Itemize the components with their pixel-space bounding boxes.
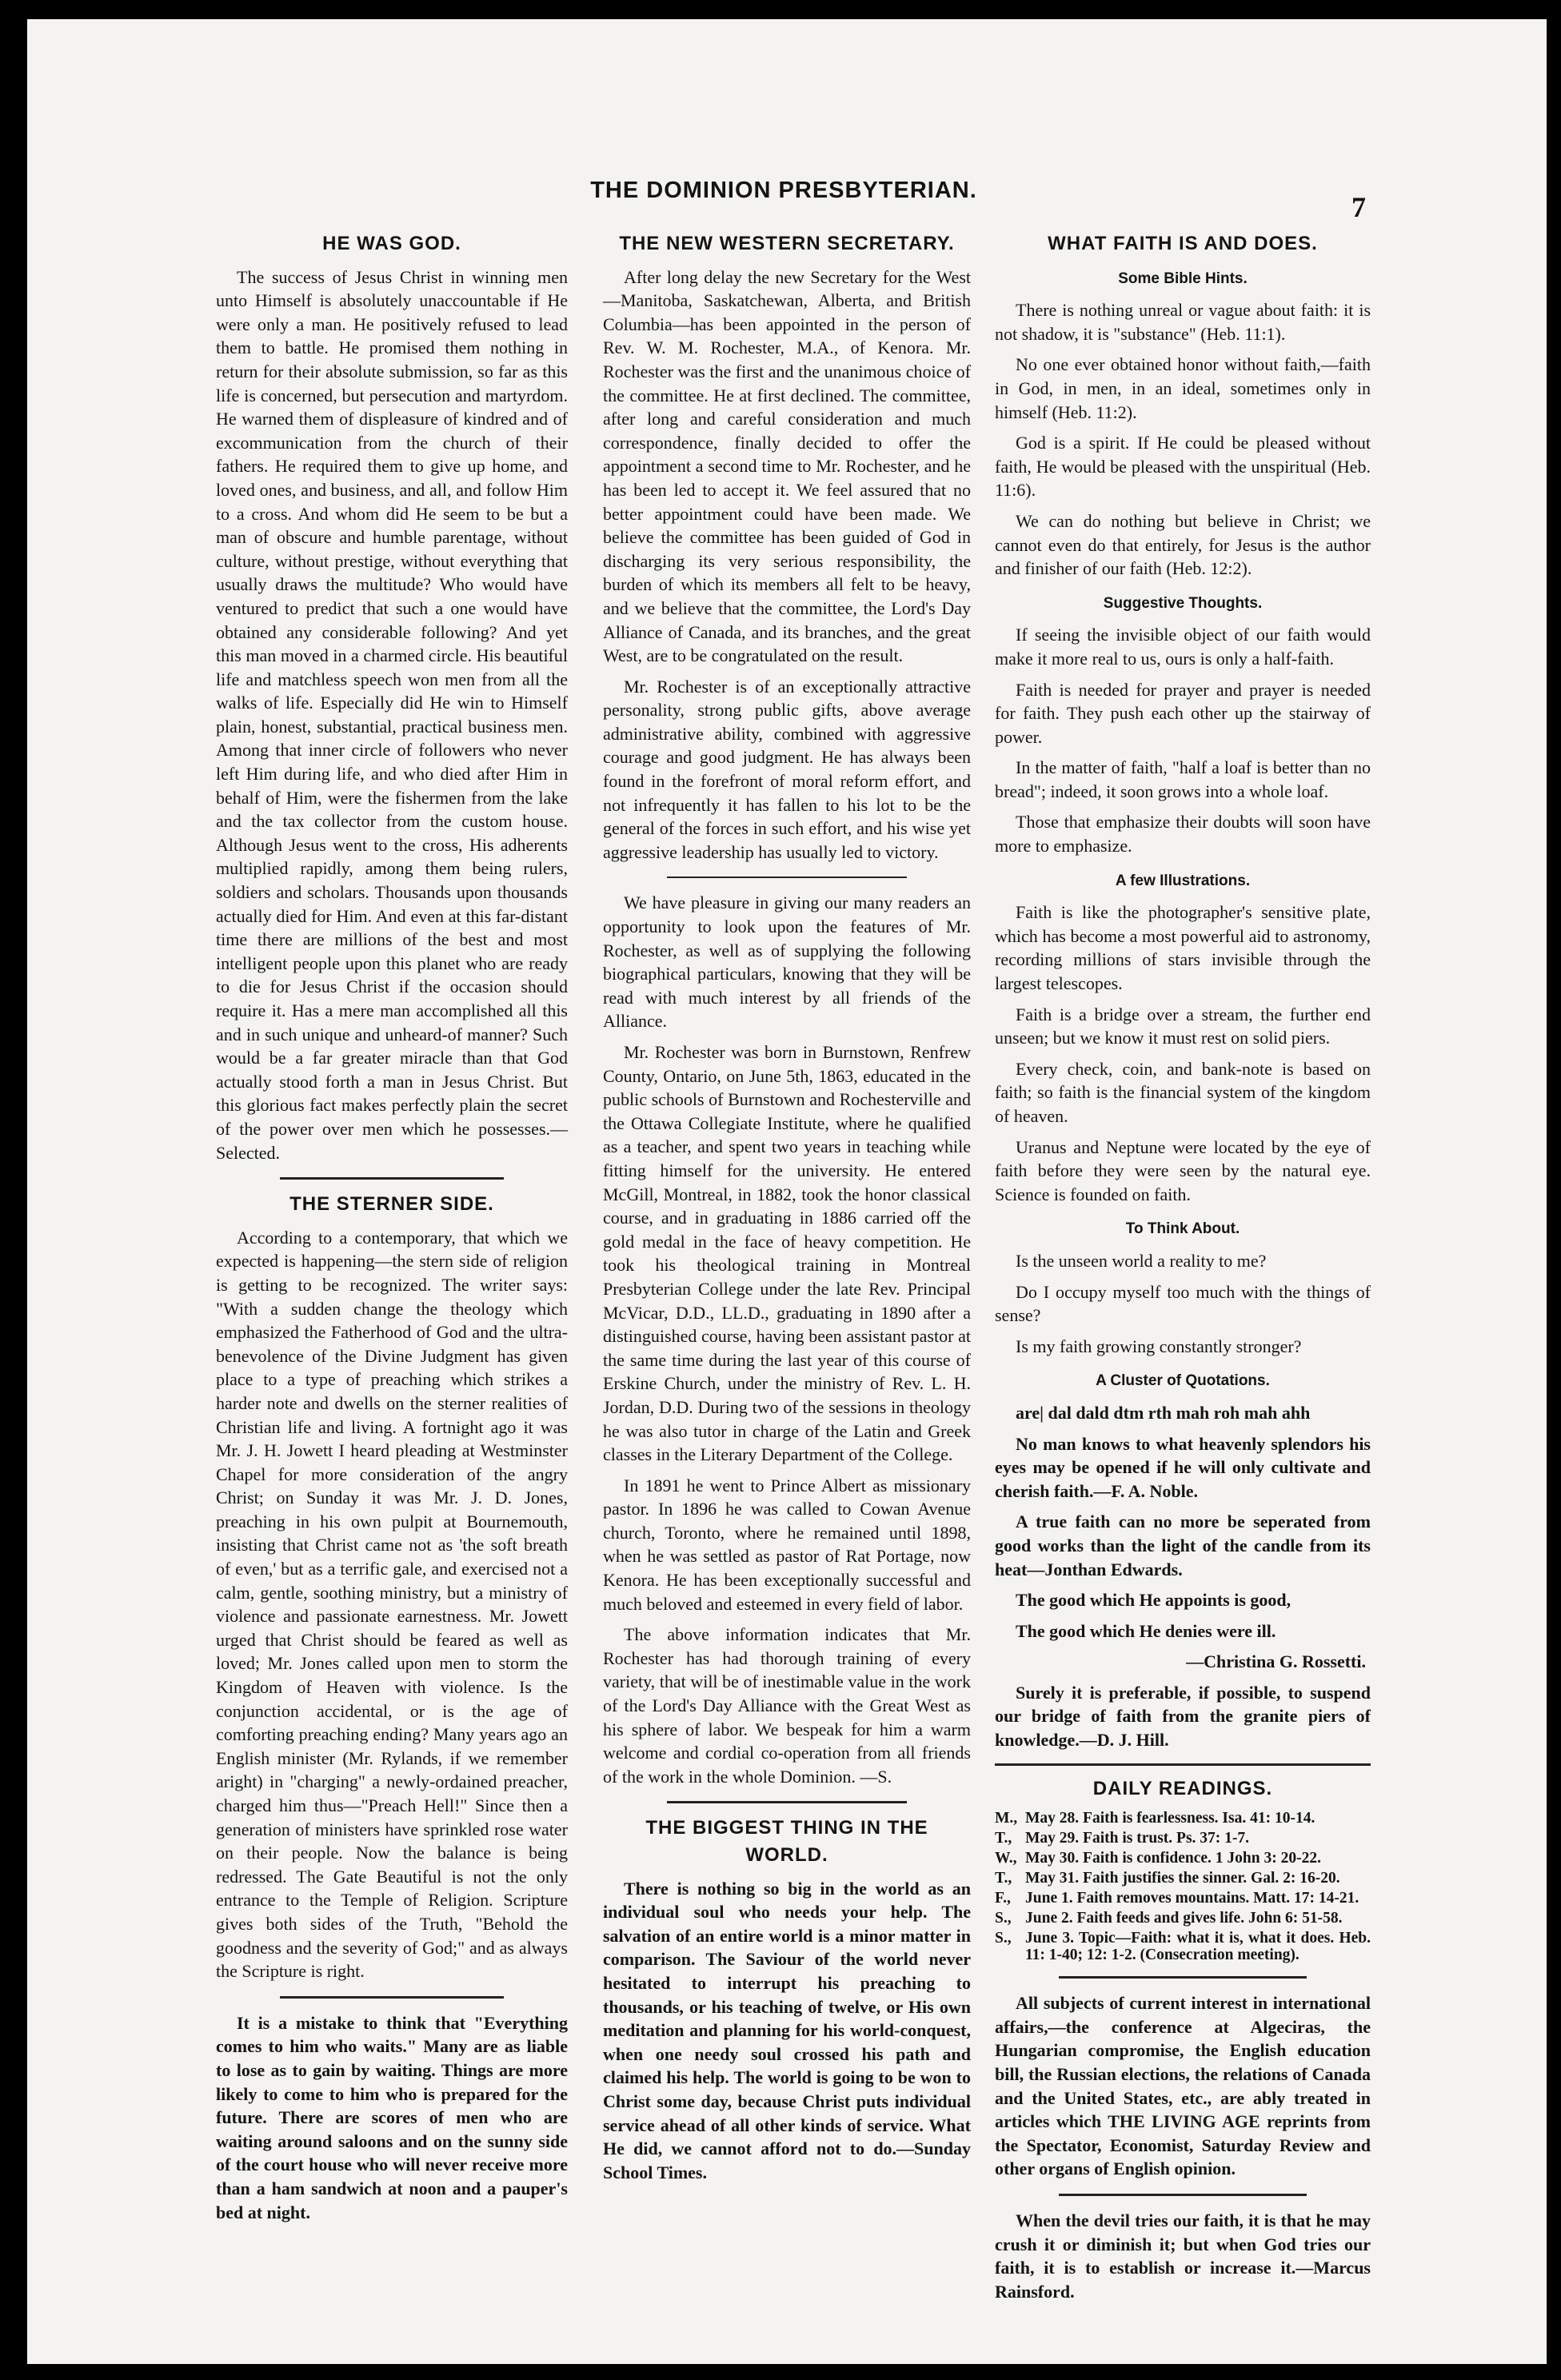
paragraph: A true faith can no more be seperated from good works than the light of the candle from its heat—Jonthan Edwards. xyxy=(995,1511,1371,1579)
paragraph: In 1891 he went to Prince Albert as missionary pastor. In 1896 he was called to Cowan Avenue church, Toronto, where he remained until 1898, when he was settled as pastor of Rat Portage, now Kenora. He has been exceptionally successful and much beloved and esteemed in every field of labor. xyxy=(603,1475,971,1614)
reading-text: June 1. Faith removes mountains. Matt. 17: 14-21. xyxy=(1025,1890,1359,1907)
paragraph: After long delay the new Secretary for the West—Manitoba, Saskatchewan, Alberta, and British Columbia—has been appointed in the person of Rev. W. M. Rochester, M.A., of Kenora. Mr. Rochester was the first and the unanimous choice of the committee. He at first declined. The committee, after long and careful consideration and much correspondence, finally decided to offer the appointment a second time to Mr. Rochester, and he has been led to accept it. We feel assured that no better appointment could have been made. We believe the committee has been guided of God in discharging its very serious responsibility, the burden of which its members all felt to be heavy, and we believe that the committee, the Lord's Day Alliance of Canada, and its branches, and the great West, are to be congratulated on the result. xyxy=(603,266,971,666)
paragraph: Faith is needed for prayer and prayer is needed for faith. They push each other up the stairway of power. xyxy=(995,679,1371,747)
reading-row xyxy=(995,1910,1371,1927)
daily-readings-list xyxy=(995,1810,1371,1963)
poem-line: The good which He appoints is good, xyxy=(1016,1590,1292,1611)
paragraph: The above information indicates that Mr. Rochester has had thorough training of every variety, that will be of inestimable value in the work of the Lord's Day Alliance with the Great West as his sphere of labor. We bespeak for him a warm welcome and cordial co-operation from all friends of the work in the whole Dominion. —S. xyxy=(603,1624,971,1787)
reading-day: T., xyxy=(995,1830,1012,1847)
reading-text: June 2. Faith feeds and gives life. John 6: 51-58. xyxy=(1025,1910,1343,1927)
paragraph: In the matter of faith, "half a loaf is better than no bread"; indeed, it soon grows into a whole loaf. xyxy=(995,757,1371,801)
article-biggest-thing: There is nothing so big in the world as an individual soul who needs your help. The salvation of an entire world is a minor matter in comparison. The Saviour of the world never hesitated to interrupt his preaching to thousands, or his teaching of twelve, or His own meditation and planning for his world-conquest, when one needy soul crossed his path and claimed his help. The world is going to be won to Christ some day, because Christ puts individual service ahead of all other kinds of service. What He did, we cannot afford not to do.—Sunday School Times. xyxy=(603,1878,971,2182)
reading-row xyxy=(995,1810,1371,1827)
reading-row xyxy=(995,1930,1371,1963)
article-he-was-god: The success of Jesus Christ in winning men unto Himself is absolutely unaccountable if He were only a man. He positively refused to lead them to battle. He promised them nothing in return for their absolute submission, so far as this life is concerned, but persecution and martyrdom. He warned them of displeasure of kindred and of excommunication from the church of their fathers. He required them to give up home, and loved ones, and business, and all, and follow Him to a cross. And whom did He seem to be but a man of obscure and humble parentage, without culture, without prestige, without everything that usually draws the multitude? Who would have ventured to predict that such a one would have obtained any considerable following? And yet this man moved in a charmed circle. His beautiful life and matchless speech won men from all the walks of life. Especially did He win to Himself plain, honest, substantial, practical business men. Among that inner circle of followers who never left Him during life, and who died after Him in behalf of Him, were the fishermen from the lake and the tax collector from the custom house. Although Jesus went to the cross, His adherents multiplied rapidly, among them being rulers, soldiers and scholars. Thousands upon thousands actually died for Him. And even at this far-distant time there are millions of the best and most intelligent people upon this planet who are ready to die for Jesus Christ if the occasion should require it. Has a mere man accomplished all this and in such unique and unheard-of manner? Such would be a far greater miracle than that God actually stood forth a man in Jesus Christ. But this glorious fact makes perfectly plain the secret of the power over men which he possesses.—Selected. xyxy=(216,266,568,1163)
paragraph: Mr. Rochester was born in Burnstown, Renfrew County, Ontario, on June 5th, 1863, educated in the public schools of Burnstown and Rochesterville and the Ottawa Collegiate Institute, where he qualified as a teacher, and spent two years in teaching while fitting himself for the university. He entered McGill, Montreal, in 1882, took the honor classical course, and in graduating in 1886 carried off the gold medal in the face of heavy competition. He took his theological training in Montreal Presbyterian College under the late Rev. Principal McVicar, D.D., LL.D., graduating in 1890 after a distinguished course, having been assistant pastor at the same time during the last year of this course of Erskine Church, under the ministry of Rev. L. H. Jordan, D.D. During two of the sessions in theology he was also tutor in charge of the Latin and Greek classes in the Literary Department of the College. xyxy=(603,1042,971,1465)
poem-attribution: —Christina G. Rossetti. xyxy=(1186,1651,1366,1672)
paragraph: Uranus and Neptune were located by the eye of faith before they were seen by the natural eye. Science is founded on faith. xyxy=(995,1136,1371,1204)
subhead-quotations: A Cluster of Quotations. xyxy=(1096,1372,1270,1390)
reading-row xyxy=(995,1870,1371,1887)
article-title-western-secretary: THE NEW WESTERN SECRETARY. xyxy=(619,233,955,254)
article-title-he-was-god: HE WAS GOD. xyxy=(322,233,461,254)
divider xyxy=(995,1763,1371,1766)
paragraph: There is nothing unreal or vague about faith: it is not shadow, it is "substance" (Heb. 11:1). xyxy=(995,300,1371,344)
paragraph: Faith is like the photographer's sensitive plate, which has become a most powerful aid to astronomy, recording millions of stars invisible through the largest telescopes. xyxy=(995,902,1371,994)
paragraph-devil-faith: When the devil tries our faith, it is that he may crush it or diminish it; but when God tries our faith, it is to establish or increase it.—Marcus Rainsford. xyxy=(995,2210,1371,2302)
poem-line: The good which He denies were ill. xyxy=(1016,1620,1276,1641)
reading-day: W., xyxy=(995,1850,1017,1867)
article-title-biggest-thing-line1: THE BIGGEST THING IN THE xyxy=(645,1817,928,1839)
divider xyxy=(667,1801,907,1803)
paragraph: Do I occupy myself too much with the things of sense? xyxy=(995,1281,1371,1326)
reading-row xyxy=(995,1890,1371,1907)
paragraph: Is my faith growing constantly stronger? xyxy=(1016,1336,1302,1356)
paragraph: No one ever obtained honor without faith,—faith in God, in men, in an ideal, sometimes only in himself (Heb. 11:2). xyxy=(995,354,1371,422)
article-sterner-side: According to a contemporary, that which we expected is happening—the stern side of religion is getting to be recognized. The writer says: "With a sudden change the theology which emphasized the Fatherhood of God and the ultra-benevolence of the Divine Judgment has given place to a type of preaching which strikes a harder note and dwells on the sterner realities of Christian life and living. A fortnight ago it was Mr. J. H. Jowett I heard pleading at Westminster Chapel for more consideration of the angry Christ; on Sunday it was Mr. J. D. Jones, preaching in his own pulpit at Bournemouth, insisting that Christ came not as 'the soft breath of even,' but as a terrific gale, and exercised not a calm, gentle, soothing ministry, but a ministry of violence and passionate earnestness. Mr. Jowett urged that Christ should be feared as well as loved; Mr. Jones called upon men to storm the Kingdom of Heaven with violence. Is the conjunction accidental, or is the age of comforting preaching ending? Many years ago an English minister (Mr. Rylands, if we remember aright) in "charging" a newly-ordained preacher, charged him thus—"Preach Hell!" Since then a generation of ministers have sprinkled rose water on their people. Now the balance is being redressed. The Gate Beautiful is not the only entrance to the Temple of Religion. Scripture gives both sides of the Truth, "Behold the goodness and the severity of God;" and as always the Scripture is right. xyxy=(216,1227,568,1982)
article-title-biggest-thing-line2: WORLD. xyxy=(745,1844,828,1866)
reading-text: May 28. Faith is fearlessness. Isa. 41: 10-14. xyxy=(1025,1810,1315,1827)
column-left xyxy=(216,221,568,2231)
paragraph: Mr. Rochester is of an exceptionally attractive personality, strong public gifts, above average administrative ability, combined with aggressive courage and good judgment. He has always been found in the forefront of moral reform effort, and not infrequently it has fallen to his lot to be the general of the forces in such effort, and his wise yet aggressive leadership has usually led to victory. xyxy=(603,676,971,862)
reading-day: M., xyxy=(995,1810,1018,1827)
article-title-sterner-side: THE STERNER SIDE. xyxy=(289,1193,494,1216)
reading-text: May 29. Faith is trust. Ps. 37: 1-7. xyxy=(1025,1830,1250,1847)
column-right xyxy=(995,221,1371,2310)
paragraph: No man knows to what heavenly splendors his eyes may be opened if he will only cultivate and cherish faith.—F. A. Noble. xyxy=(995,1433,1371,1501)
paragraph: Is the unseen world a reality to me? xyxy=(1016,1250,1267,1271)
divider xyxy=(280,1177,504,1180)
reading-row xyxy=(995,1830,1371,1847)
reading-day: T., xyxy=(995,1870,1012,1887)
reading-text: June 3. Topic—Faith: what it is, what it does. Heb. 11: 1-40; 12: 1-2. (Consecration meeting). xyxy=(1025,1930,1371,1964)
divider xyxy=(1059,2194,1307,2196)
paragraph: Faith is a bridge over a stream, the further end unseen; but we know it must rest on solid piers. xyxy=(995,1004,1371,1048)
page-number: 7 xyxy=(1351,191,1366,223)
paragraph: Every check, coin, and bank-note is based on faith; so faith is the financial system of the kingdom of heaven. xyxy=(995,1058,1371,1126)
paragraph: Surely it is preferable, if possible, to suspend our bridge of faith from the granite piers of knowledge.—D. J. Hill. xyxy=(995,1682,1371,1751)
masthead: THE DOMINION PRESBYTERIAN. xyxy=(590,178,977,203)
subhead-illustrations: A few Illustrations. xyxy=(1115,872,1251,889)
paragraph: If seeing the invisible object of our faith would make it more real to us, ours is only a half-faith. xyxy=(995,625,1371,669)
reading-row xyxy=(995,1850,1371,1867)
subhead-bible-hints: Some Bible Hints. xyxy=(1118,270,1248,287)
reading-text: May 30. Faith is confidence. 1 John 3: 20-22. xyxy=(1025,1850,1321,1867)
divider xyxy=(667,877,907,878)
divider xyxy=(1059,1976,1307,1979)
subhead-think-about: To Think About. xyxy=(1125,1220,1240,1238)
daily-readings-title: DAILY READINGS. xyxy=(1092,1777,1273,1799)
paragraph-living-age: All subjects of current interest in international affairs,—the conference at Algeciras, the Hungarian compromise, the English education bill, the Russian elections, the relations of Canada and the United States, etc., are ably treated in articles which THE LIVING AGE reprints from the Spectator, Economist, Saturday Review and other organs of English opinion. xyxy=(995,1993,1371,2179)
article-waiting: It is a mistake to think that "Everything comes to him who waits." Many are as liable to lose as to gain by waiting. Things are more likely to come to him who is prepared for the future. There are scores of men who are waiting around saloons and on the sunny side of the court house who will never receive more than a ham sandwich at noon and a pauper's bed at night. xyxy=(216,2012,568,2222)
divider xyxy=(280,1996,504,1999)
subhead-suggestive-thoughts: Suggestive Thoughts. xyxy=(1103,594,1263,612)
reading-day: F., xyxy=(995,1890,1011,1907)
reading-day: S., xyxy=(995,1910,1012,1927)
reading-day: S., xyxy=(995,1930,1012,1947)
paragraph: We can do nothing but believe in Christ; we cannot even do that entirely, for Jesus is the author and finisher of our faith (Heb. 12:2). xyxy=(995,510,1371,579)
column-middle xyxy=(603,221,971,2191)
paragraph: are| dal dald dtm rth mah roh mah ahh xyxy=(1016,1402,1311,1423)
paragraph: We have pleasure in giving our many readers an opportunity to look upon the features of Mr. Rochester, as well as of supplying the following biographical particulars, knowing that they will be read with much interest by all friends of the Alliance. xyxy=(603,892,971,1032)
reading-text: May 31. Faith justifies the sinner. Gal. 2: 16-20. xyxy=(1025,1870,1340,1887)
paragraph: God is a spirit. If He could be pleased without faith, He would be pleased with the unspiritual (Heb. 11:6). xyxy=(995,433,1371,501)
article-title-faith: WHAT FAITH IS AND DOES. xyxy=(1048,233,1318,254)
paragraph: Those that emphasize their doubts will soon have more to emphasize. xyxy=(995,812,1371,857)
